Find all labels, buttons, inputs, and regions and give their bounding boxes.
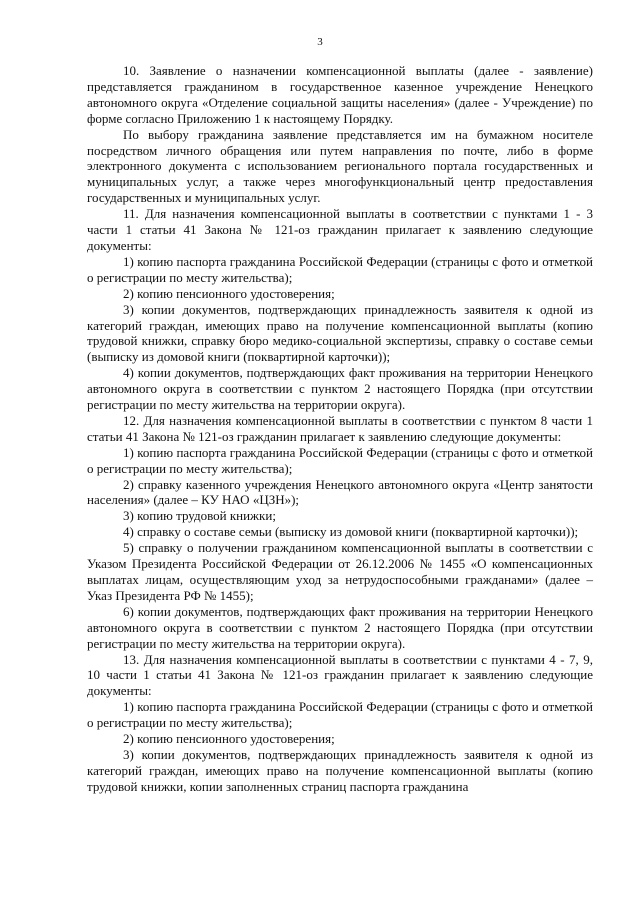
paragraph-12-item-2: 2) справку казенного учреждения Ненецкого автономного округа «Центр занятости населения» (далее – КУ НАО «ЦЗН»); <box>87 476 593 508</box>
paragraph-12-item-5: 5) справку о получении гражданином компенсационной выплаты в соответствии с Указом Президента Российской Федерации от 26.12.2006 № 1455 «О компенсационных выплатах лицам, осуществляющим уход за нетрудоспособными гражданами» (далее – Указ Президента РФ № 1455); <box>87 540 593 603</box>
paragraph-13-item-2: 2) копию пенсионного удостоверения; <box>123 731 335 747</box>
page-number: 3 <box>317 36 323 48</box>
paragraph-11-item-2: 2) копию пенсионного удостоверения; <box>123 285 335 301</box>
paragraph-13-item-3: 3) копии документов, подтверждающих принадлежность заявителя к одной из категорий граждан, имеющих право на получение компенсационной выплаты (копию трудовой книжки, копии заполненных страниц паспорта гражданина <box>87 746 593 794</box>
paragraph-13-intro: 13. Для назначения компенсационной выплаты в соответствии с пунктами 4 - 7, 9, 10 части 1 статьи 41 Закона № 121-оз гражданин прилагает к заявлению следующие документы: <box>87 651 593 699</box>
paragraph-13-item-1: 1) копию паспорта гражданина Российской Федерации (страницы с фото и отметкой о регистрации по месту жительства); <box>87 699 593 731</box>
paragraph-11-intro: 11. Для назначения компенсационной выплаты в соответствии с пунктами 1 - 3 части 1 статьи 41 Закона № 121-оз гражданин прилагает к заявлению следующие документы: <box>87 206 593 253</box>
paragraph-12-item-6: 6) копии документов, подтверждающих факт проживания на территории Ненецкого автономного округа в соответствии с пунктом 2 настоящего Порядка (при отсутствии регистрации по месту жительства на территории округа). <box>87 603 593 651</box>
paragraph-12-item-1: 1) копию паспорта гражданина Российской Федерации (страницы с фото и отметкой о регистрации по месту жительства); <box>87 444 593 476</box>
paragraph-12-intro: 12. Для назначения компенсационной выплаты в соответствии с пунктом 8 части 1 статьи 41 Закона № 121-оз гражданин прилагает к заявлению следующие документы: <box>87 412 593 444</box>
paragraph-12-item-4: 4) справку о составе семьи (выписку из домовой книги (поквартирной карточки)); <box>123 524 579 540</box>
paragraph-11-item-1: 1) копию паспорта гражданина Российской Федерации (страницы с фото и отметкой о регистрации по месту жительства); <box>87 253 593 285</box>
document-body <box>87 63 593 795</box>
paragraph-11-item-3: 3) копии документов, подтверждающих принадлежность заявителя к одной из категорий граждан, имеющих право на получение компенсационной выплаты (копию трудовой книжки, справку бюро медико-социальной экспертизы, справку о составе семьи (выписку из домовой книги (поквартирной карточки)); <box>87 301 593 365</box>
paragraph-11-item-4: 4) копии документов, подтверждающих факт проживания на территории Ненецкого автономного округа в соответствии с пунктом 2 настоящего Порядка (при отсутствии регистрации по месту жительства на территории округа). <box>87 365 593 413</box>
paragraph-submission-methods: По выбору гражданина заявление представляется им на бумажном носителе посредством личного обращения или путем направления по почте, либо в форме электронного документа с использованием регионального портала государственных и муниципальных услуг, а также через многофункциональный центр предоставления государственных и муниципальных услуг. <box>87 126 593 206</box>
paragraph-12-item-3: 3) копию трудовой книжки; <box>123 508 276 524</box>
paragraph-10-application: 10. Заявление о назначении компенсационной выплаты (далее - заявление) представляется гражданином в государственное казенное учреждение Ненецкого автономного округа «Отделение социальной защиты населения» (далее - Учреждение) по форме согласно Приложению 1 к настоящему Порядку. <box>87 63 593 126</box>
